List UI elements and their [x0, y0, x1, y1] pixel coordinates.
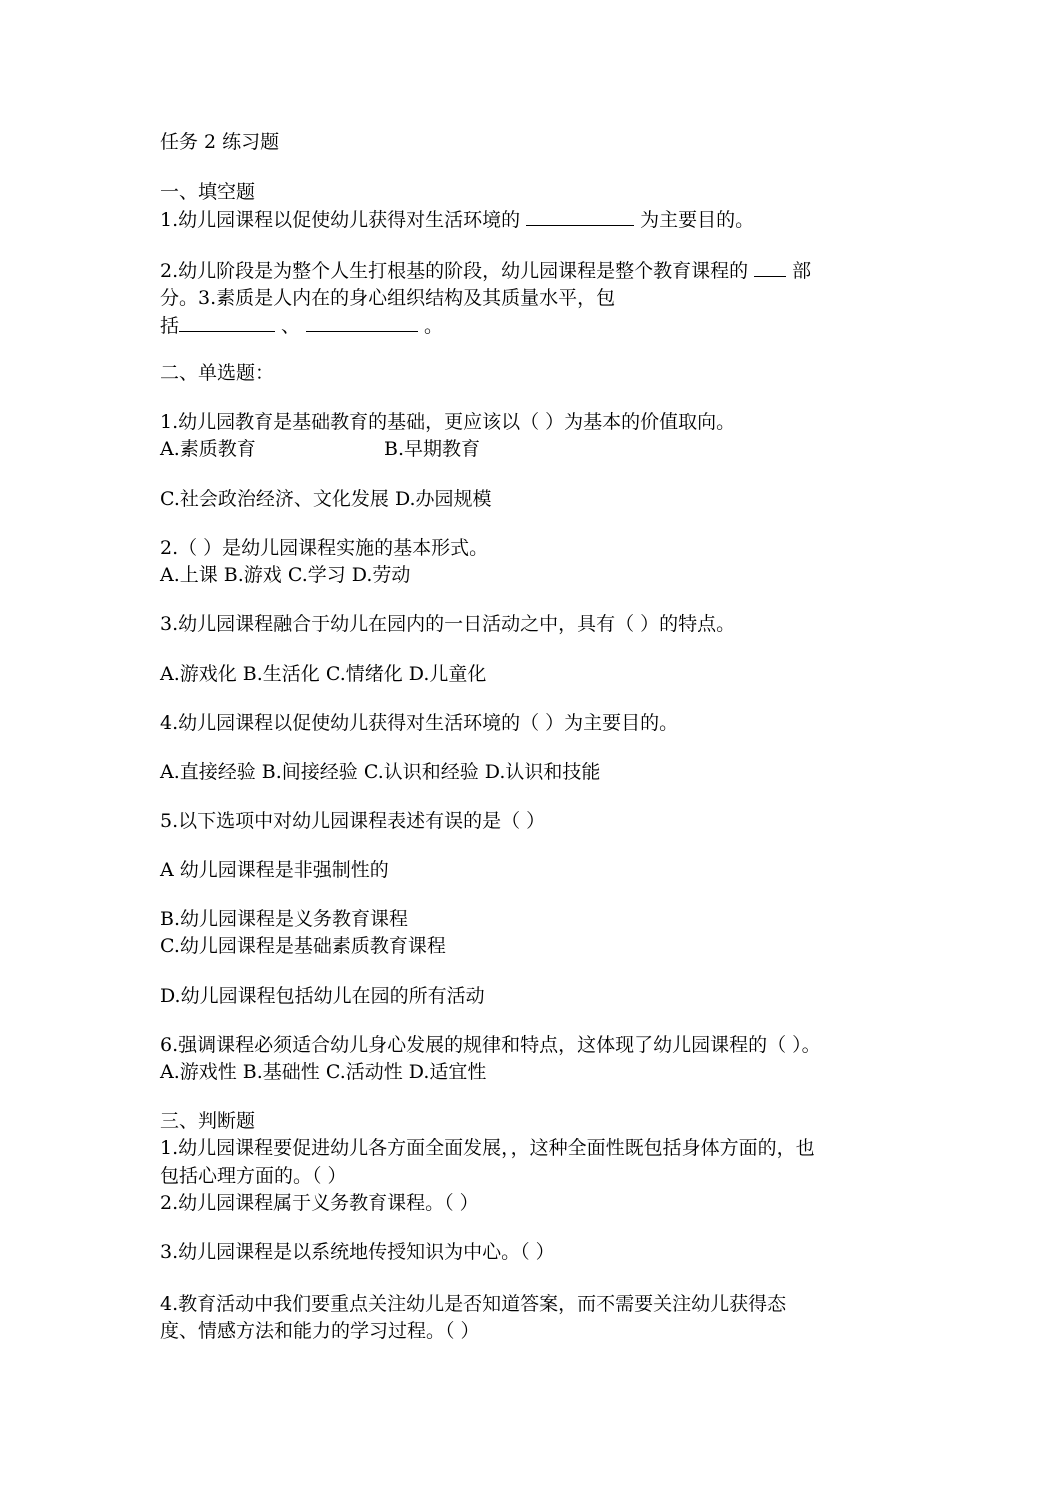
- choice-question-2: 2.（ ）是幼儿园课程实施的基本形式。: [160, 537, 489, 559]
- judge-question-1-line1: 1.幼儿园课程要促进幼儿各方面全面发展，，这种全面性既包括身体方面的，也: [160, 1137, 815, 1159]
- fill-q2-text-after: 部: [792, 260, 812, 282]
- fill-q3-separator: 、: [281, 315, 301, 337]
- choice-q1-options-cd: C.社会政治经济、文化发展 D.办园规模: [160, 488, 492, 510]
- section-heading-single-choice: 二、单选题：: [160, 362, 275, 384]
- judge-question-4-line2: 度、情感方法和能力的学习过程。（ ）: [160, 1320, 480, 1342]
- fill-question-2-line2: 分。3.素质是人内在的身心组织结构及其质量水平，包: [160, 287, 616, 309]
- fill-question-1: [160, 207, 754, 231]
- fill-q3-text-before: 括: [160, 315, 180, 337]
- judge-question-3: 3.幼儿园课程是以系统地传授知识为中心。（ ）: [160, 1241, 555, 1263]
- fill-q2-text-before: 2.幼儿阶段是为整个人生打根基的阶段，幼儿园课程是整个教育课程的: [160, 260, 749, 282]
- choice-q6-options: A.游戏性 B.基础性 C.活动性 D.适宜性: [160, 1061, 487, 1083]
- choice-q5-option-b: B.幼儿园课程是义务教育课程: [160, 908, 409, 930]
- choice-question-6: 6.强调课程必须适合幼儿身心发展的规律和特点，这体现了幼儿园课程的（ ）。: [160, 1034, 821, 1056]
- choice-q5-option-a: A 幼儿园课程是非强制性的: [160, 859, 389, 881]
- choice-q1-options-ab: [160, 437, 480, 461]
- choice-question-3: 3.幼儿园课程融合于幼儿在园内的一日活动之中，具有（ ）的特点。: [160, 613, 736, 635]
- fill-q1-text-after: 为主要目的。: [640, 209, 755, 231]
- fill-question-2-line1: [160, 258, 811, 282]
- judge-question-1-line2: 包括心理方面的。（ ）: [160, 1165, 347, 1187]
- fill-q3-text-after: 。: [424, 315, 444, 337]
- choice-question-1: 1.幼儿园教育是基础教育的基础，更应该以（ ）为基本的价值取向。: [160, 411, 736, 433]
- section-heading-true-false: 三、判断题: [160, 1110, 256, 1132]
- fill-q1-blank: [526, 207, 634, 226]
- section-heading-fill-in: 一、填空题: [160, 181, 256, 203]
- fill-question-3-line: [160, 313, 443, 337]
- choice-q5-option-d: D.幼儿园课程包括幼儿在园的所有活动: [160, 985, 485, 1007]
- choice-question-5: 5.以下选项中对幼儿园课程表述有误的是（ ）: [160, 810, 546, 832]
- fill-q2-blank: [754, 258, 786, 277]
- fill-q1-text-before: 1.幼儿园课程以促使幼儿获得对生活环境的: [160, 209, 521, 231]
- choice-q2-options: A.上课 B.游戏 C.学习 D.劳动: [160, 564, 411, 586]
- judge-question-2: 2.幼儿园课程属于义务教育课程。（ ）: [160, 1192, 479, 1214]
- choice-q3-options: A.游戏化 B.生活化 C.情绪化 D.儿童化: [160, 663, 487, 685]
- choice-q5-option-c: C.幼儿园课程是基础素质教育课程: [160, 935, 446, 957]
- judge-question-4-line1: 4.教育活动中我们要重点关注幼儿是否知道答案，而不需要关注幼儿获得态: [160, 1293, 787, 1315]
- choice-q4-options: A.直接经验 B.间接经验 C.认识和经验 D.认识和技能: [160, 761, 601, 783]
- fill-q3-blank-1: [179, 313, 275, 332]
- choice-question-4: 4.幼儿园课程以促使幼儿获得对生活环境的（ ）为主要目的。: [160, 712, 679, 734]
- page-title: 任务 2 练习题: [160, 131, 280, 153]
- choice-q1-option-a: A.素质教育: [160, 438, 256, 460]
- choice-q1-option-b: B.早期教育: [384, 438, 481, 460]
- fill-q3-blank-2: [306, 313, 418, 332]
